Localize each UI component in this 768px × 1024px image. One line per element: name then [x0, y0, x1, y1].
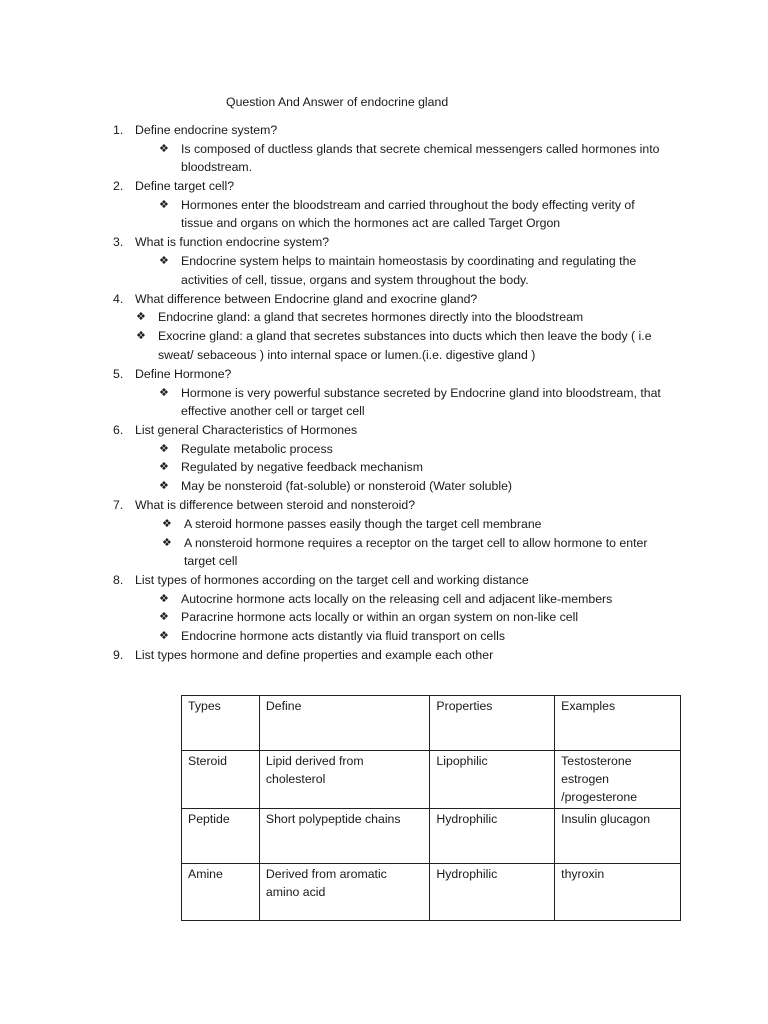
- cell-line: cholesterol: [265, 772, 326, 786]
- bullet-diamond-icon: ❖: [159, 143, 169, 155]
- answer-line: Autocrine hormone acts locally on the releasing cell and adjacent like-members: [181, 592, 613, 606]
- question-number: 4.: [113, 292, 124, 306]
- bullet-diamond-icon: ❖: [162, 518, 172, 530]
- question-number: 1.: [113, 123, 124, 137]
- answer-line: Paracrine hormone acts locally or within an organ system on non-like cell: [181, 610, 579, 624]
- question-number: 7.: [113, 498, 124, 512]
- table-cell-define: [259, 864, 430, 921]
- question-number: 6.: [113, 423, 124, 437]
- table-row: [182, 864, 681, 921]
- table-header-cell: Properties: [430, 696, 555, 751]
- question-number: 5.: [113, 367, 124, 381]
- question-number: 3.: [113, 235, 124, 249]
- cell-line: Derived from aromatic: [265, 867, 387, 881]
- table-cell-define: [259, 751, 430, 809]
- table-cell-properties: Hydrophilic: [430, 864, 555, 921]
- answer-line: sweat/ sebaceous ) into internal space or lumen.(i.e. digestive gland ): [158, 348, 536, 362]
- answer-line: Hormones enter the bloodstream and carried throughout the body effecting verity of: [181, 198, 635, 212]
- cell-line: Short polypeptide chains: [265, 812, 401, 826]
- table-row: [182, 751, 681, 809]
- question-text: What is difference between steroid and nonsteroid?: [135, 498, 416, 512]
- bullet-diamond-icon: ❖: [162, 537, 172, 549]
- table-cell-properties: Lipophilic: [430, 751, 555, 809]
- cell-line: Lipid derived from: [265, 754, 364, 768]
- question-number: 2.: [113, 179, 124, 193]
- cell-line: estrogen: [561, 772, 610, 786]
- cell-line: /progesterone: [561, 790, 638, 804]
- bullet-diamond-icon: ❖: [159, 387, 169, 399]
- answer-line: Regulated by negative feedback mechanism: [181, 460, 423, 474]
- question-text: Define Hormone?: [135, 367, 232, 381]
- cell-line: amino acid: [265, 885, 326, 899]
- answer-line: activities of cell, tissue, organs and system throughout the body.: [181, 273, 529, 287]
- answer-line: Endocrine hormone acts distantly via fluid transport on cells: [181, 629, 505, 643]
- bullet-diamond-icon: ❖: [159, 593, 169, 605]
- bullet-diamond-icon: ❖: [159, 255, 169, 267]
- answer-line: effective another cell or target cell: [181, 404, 365, 418]
- table-cell-define: [259, 809, 430, 864]
- table-cell-type: Peptide: [182, 809, 260, 864]
- table-header-cell: Define: [259, 696, 430, 751]
- question-text: Define endocrine system?: [135, 123, 278, 137]
- answer-line: tissue and organs on which the hormones act are called Target Orgon: [181, 216, 561, 230]
- bullet-diamond-icon: ❖: [159, 630, 169, 642]
- question-text: List types hormone and define properties and example each other: [135, 648, 494, 662]
- question-text: List types of hormones according on the target cell and working distance: [135, 573, 529, 587]
- question-number: 8.: [113, 573, 124, 587]
- table-row: [182, 809, 681, 864]
- hormone-types-table: [181, 695, 681, 921]
- cell-line: thyroxin: [561, 867, 605, 881]
- answer-line: Is composed of ductless glands that secrete chemical messengers called hormones into: [181, 142, 660, 156]
- table-cell-examples: [555, 751, 681, 809]
- answer-line: bloodstream.: [181, 160, 253, 174]
- table-cell-type: Steroid: [182, 751, 260, 809]
- cell-line: Insulin glucagon: [561, 812, 651, 826]
- table-header-cell: Types: [182, 696, 260, 751]
- bullet-diamond-icon: ❖: [136, 330, 146, 342]
- answer-line: Regulate metabolic process: [181, 442, 333, 456]
- bullet-diamond-icon: ❖: [136, 311, 146, 323]
- table-cell-examples: [555, 809, 681, 864]
- question-text: What is function endocrine system?: [135, 235, 330, 249]
- cell-line: Testosterone: [561, 754, 632, 768]
- question-text: Define target cell?: [135, 179, 235, 193]
- bullet-diamond-icon: ❖: [159, 461, 169, 473]
- answer-line: Endocrine system helps to maintain homeostasis by coordinating and regulating the: [181, 254, 637, 268]
- table-cell-properties: Hydrophilic: [430, 809, 555, 864]
- table-header-row: [182, 696, 681, 751]
- bullet-diamond-icon: ❖: [159, 443, 169, 455]
- table-header-cell: Examples: [555, 696, 681, 751]
- answer-line: A steroid hormone passes easily though the target cell membrane: [184, 517, 542, 531]
- bullet-diamond-icon: ❖: [159, 480, 169, 492]
- answer-line: Endocrine gland: a gland that secretes hormones directly into the bloodstream: [158, 310, 584, 324]
- answer-line: A nonsteroid hormone requires a receptor on the target cell to allow hormone to enter: [184, 536, 648, 550]
- bullet-diamond-icon: ❖: [159, 611, 169, 623]
- answer-line: target cell: [184, 554, 238, 568]
- answer-line: May be nonsteroid (fat-soluble) or nonsteroid (Water soluble): [181, 479, 513, 493]
- page-title: Question And Answer of endocrine gland: [226, 95, 449, 109]
- question-text: List general Characteristics of Hormones: [135, 423, 358, 437]
- answer-line: Exocrine gland: a gland that secretes substances into ducts which then leave the body ( i.e: [158, 329, 652, 343]
- question-number: 9.: [113, 648, 124, 662]
- question-text: What difference between Endocrine gland and exocrine gland?: [135, 292, 478, 306]
- table-cell-type: Amine: [182, 864, 260, 921]
- bullet-diamond-icon: ❖: [159, 199, 169, 211]
- answer-line: Hormone is very powerful substance secreted by Endocrine gland into bloodstream, that: [181, 386, 661, 400]
- table-cell-examples: [555, 864, 681, 921]
